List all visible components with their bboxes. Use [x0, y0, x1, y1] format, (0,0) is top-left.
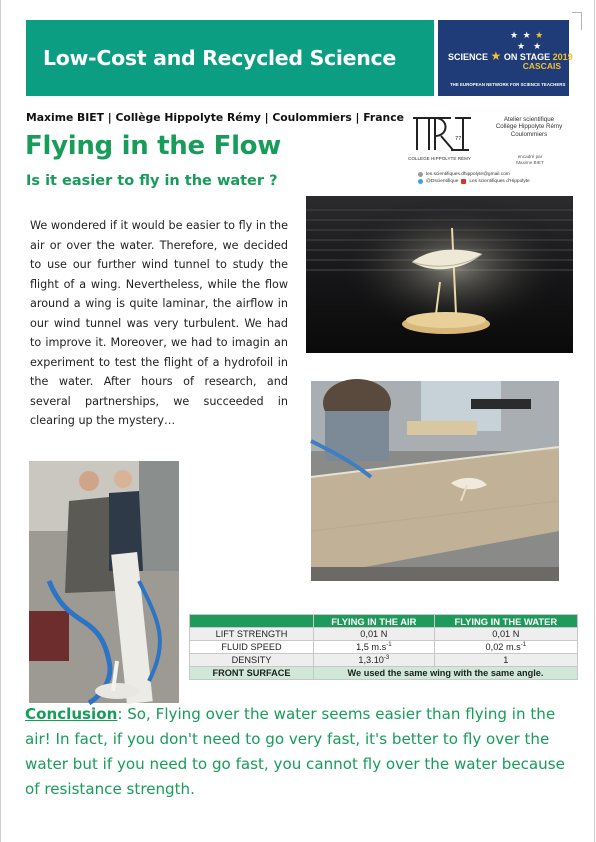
table-header-water: FLYING IN THE WATER — [434, 615, 577, 628]
wing-photo — [306, 196, 573, 353]
sos-year: 2019 — [552, 52, 573, 62]
table-row — [190, 654, 578, 667]
email-icon — [418, 172, 423, 177]
conclusion-paragraph — [25, 702, 569, 802]
school-logo-icon — [411, 110, 473, 156]
twitter-handle[interactable]: @Dscientifique — [426, 179, 459, 184]
email-text[interactable]: les.scientifiques.dhippolyte@gmail.com — [426, 172, 510, 177]
row-label: DENSITY — [190, 654, 314, 667]
sos-tagline: THE EUROPEAN NETWORK FOR SCIENCE TEACHERS — [450, 82, 566, 87]
svg-text:77: 77 — [455, 136, 462, 142]
header-banner — [26, 20, 434, 96]
air-exponent: -1 — [386, 641, 392, 648]
water-tank-photo — [311, 381, 559, 581]
air-value: 0,01 N — [314, 628, 435, 641]
twitter-icon — [418, 179, 423, 184]
poster-subtitle: Is it easier to fly in the water ? — [26, 173, 278, 189]
front-surface-value: We used the same wing with the same angle. — [314, 667, 578, 680]
logo-text — [484, 116, 574, 138]
row-label: LIFT STRENGTH — [190, 628, 314, 641]
air-value: 1,3.10 — [358, 655, 384, 666]
lab-photo — [29, 461, 179, 703]
sos-science: SCIENCE — [448, 52, 489, 62]
intro-paragraph: We wondered if it would be easier to fly in the air or over the water. Therefore, we decided to use our further wind tunnel to study the flight of a wing. Nevertheless, while the flow around a wing is quite laminar, the airflow in our wind tunnel was very turbulent. We had to improve it. Moreover, we had to imagin an experiment to test the flight of a hydrofoil in the water. After hours of research, and several partnerships, we succeeded in clearing up the mystery… — [30, 219, 288, 427]
water-value: 0,01 N — [434, 628, 577, 641]
poster-title: Flying in the Flow — [25, 131, 281, 161]
youtube-channel[interactable]: Les scientifiques d'Hippolyte — [469, 179, 530, 184]
logo-text-line1: Atelier scientifique — [503, 116, 555, 123]
row-label: FLUID SPEED — [190, 641, 314, 654]
supervised-label: encadré par — [517, 154, 543, 159]
science-on-stage-logo — [438, 20, 573, 96]
air-value: 1,5 m.s — [356, 642, 387, 653]
water-value-cell — [434, 641, 577, 654]
table-header-blank — [190, 615, 314, 628]
front-surface-row — [190, 667, 578, 680]
sos-location: CASCAIS — [522, 61, 561, 71]
email-row — [418, 172, 510, 177]
logo-caption: COLLEGE HIPPOLYTE RÉMY — [408, 156, 471, 161]
water-exponent: -1 — [520, 641, 527, 648]
table-header-air: FLYING IN THE AIR — [314, 615, 435, 628]
author-line: Maxime BIET | Collège Hippolyte Rémy | Coulommiers | France — [26, 111, 404, 124]
conclusion-text: : So, Flying over the water seems easier than flying in the air! In fact, if you don't need to go very fast, it's better to fly over the water but if you need to go fast, you cannot fly over the water because of resistance strength. — [25, 705, 565, 798]
banner-title: Low-Cost and Recycled Science — [43, 46, 396, 70]
star-icon: ★ — [490, 49, 502, 63]
logo-text-line2: Collège Hippolyte Rémy — [495, 123, 563, 131]
table-row — [190, 628, 578, 641]
school-logo-block — [408, 110, 568, 192]
air-exponent: -3 — [383, 654, 390, 661]
results-table — [189, 614, 578, 680]
logo-text-line3: Coulommiers — [510, 130, 548, 138]
social-row — [418, 179, 530, 184]
air-value-cell — [314, 641, 435, 654]
youtube-icon — [461, 179, 466, 184]
stars-icon: ★ ★ ★ ★ ★ — [510, 30, 545, 51]
water-value: 0,02 m.s — [485, 642, 521, 653]
table-row — [190, 641, 578, 654]
air-value-cell — [314, 654, 435, 667]
supervisor-name: Maxime BIET — [516, 159, 544, 165]
row-label: FRONT SURFACE — [190, 667, 314, 680]
crop-mark — [572, 12, 582, 30]
table-header-row — [190, 615, 578, 628]
conclusion-label: Conclusion — [25, 705, 118, 723]
supervisor-block — [488, 154, 572, 165]
sos-onstage: ON STAGE — [503, 52, 551, 62]
water-value: 1 — [434, 654, 577, 667]
